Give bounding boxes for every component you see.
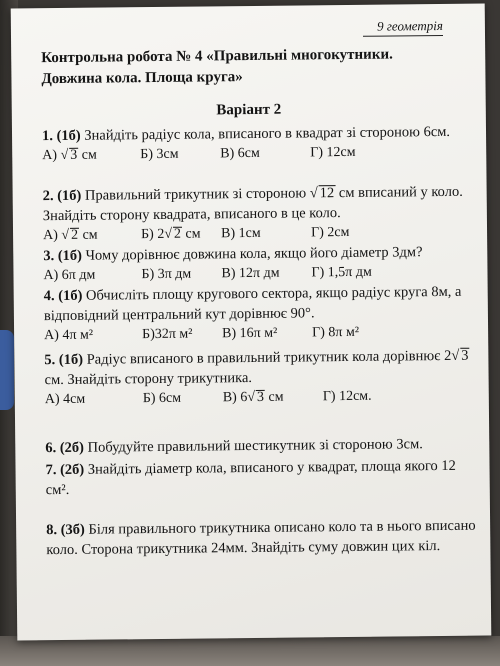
question-6-number: 6. (2б) — [45, 439, 85, 457]
worksheet-paper — [11, 4, 492, 641]
question-6 — [45, 434, 475, 459]
q5-option-b: Б) 6см — [142, 390, 182, 407]
question-6-text: 6. (2б) Побудуйте правильний шестикутник зі стороною 3см. — [45, 436, 423, 457]
question-2-number: 2. (1б) — [42, 187, 82, 205]
q1-option-a: А) √ 3 см — [42, 147, 97, 164]
q3-option-d: Г) 1,5π дм — [311, 264, 372, 281]
q1-option-c: В) 6см — [220, 145, 260, 162]
q3-option-a: А) 6π дм — [43, 267, 96, 284]
question-2 — [43, 182, 474, 246]
question-5-text: 5. (1б) Радіус вписаного в правильний трикутник кола дорівнює 2√ 3см. Знайдіть сторону трикутника. — [44, 347, 469, 389]
question-4-number: 4. (1б) — [43, 287, 83, 305]
q2-option-b: Б) 2√ 2 см — [141, 226, 201, 243]
title-line-2: Довжина кола. Площа круга» — [41, 69, 243, 88]
title-line-1: Контрольна робота № 4 «Правильні многокутники. — [41, 46, 393, 67]
q5-option-a: А) 4см — [44, 391, 86, 408]
question-7-number: 7. (2б) — [45, 461, 85, 479]
background-table — [0, 636, 500, 666]
q4-option-b: Б)32π м² — [142, 326, 193, 343]
q4-option-a: А) 4π м² — [44, 327, 94, 344]
question-1-body: Знайдіть радіус кола, вписаного в квадрат зі стороною 6см. — [84, 123, 451, 144]
question-8-text: 8. (3б) Біля правильного трикутника описано коло та в нього вписано коло. Сторона трикутника 24мм. Знайдіть суму довжин цих кіл. — [46, 517, 476, 559]
question-3 — [43, 242, 473, 287]
q5-option-d: Г) 12см. — [322, 388, 372, 405]
question-3-number: 3. (1б) — [43, 247, 83, 265]
question-4 — [44, 282, 475, 346]
question-8-number: 8. (3б) — [46, 521, 85, 539]
q2-option-d: Г) 2см — [310, 224, 350, 241]
q2-option-a: А) √ 2 см — [43, 227, 98, 244]
question-1-options — [42, 142, 472, 167]
grade-label: 9 геометрія — [376, 17, 443, 34]
question-3-text: 3. (1б) Чому дорівнює довжина кола, якщо його діаметр 3дм? — [43, 244, 423, 265]
grade-underline — [363, 35, 443, 37]
question-1-number: 1. (1б) — [41, 127, 81, 145]
blue-object — [0, 330, 14, 410]
question-5 — [44, 346, 475, 410]
variant-heading: Варіант 2 — [216, 101, 282, 119]
q3-option-c: В) 12π дм — [221, 265, 280, 282]
question-8 — [46, 516, 476, 561]
q2-option-c: В) 1см — [220, 225, 261, 242]
question-4-text: 4. (1б) Обчисліть площу кругового сектора, якщо радіус круга 8м, а відповідний центральний кут дорівнює 90°. — [43, 283, 462, 325]
q4-option-d: Г) 8π м² — [312, 324, 360, 341]
question-5-number: 5. (1б) — [44, 351, 84, 369]
question-7 — [45, 456, 475, 501]
q1-option-b: Б) 3см — [140, 146, 179, 163]
q3-option-b: Б) 3π дм — [141, 266, 192, 283]
question-1 — [42, 122, 472, 167]
question-5-options — [45, 386, 475, 411]
question-2-text: 2. (1б) Правильний трикутник зі стороною √ 12 см вписаний у коло. Знайдіть сторону квадрата, вписаного в це коло. — [42, 183, 463, 225]
q1-option-d: Г) 12см — [310, 144, 356, 161]
question-7-text: 7. (2б) Знайдіть діаметр кола, вписаного у квадрат, площа якого 12 см². — [45, 457, 456, 499]
test-title — [41, 44, 461, 90]
q5-option-c: В) 6√ 3 см — [222, 389, 284, 406]
q4-option-c: В) 16π м² — [222, 325, 278, 342]
question-4-options — [44, 322, 474, 347]
